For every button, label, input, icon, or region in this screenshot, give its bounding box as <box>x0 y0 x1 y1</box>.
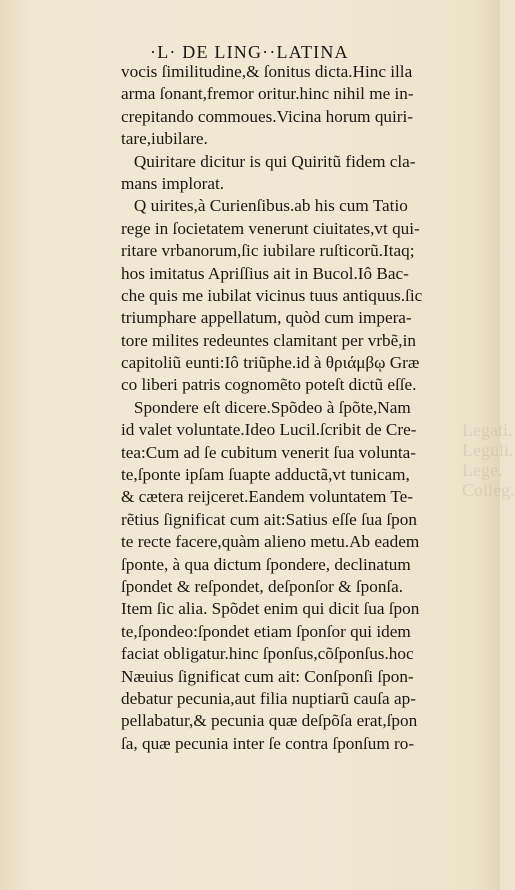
text-line: vocis ſimilitudine,& ſonitus dicta.Hinc illa <box>121 62 413 81</box>
text-line: triumphare appellatum, quòd cum impera- <box>121 308 412 328</box>
text-line: rẽtius ſignificat cum ait:Satius eſſe ſua ſpon <box>121 509 417 529</box>
text-line: tore milites redeuntes clamitant per vrbẽ,in <box>121 330 416 350</box>
text-line: rege in ſocietatem venerunt ciuitates,vt qui- <box>121 218 420 238</box>
bleed-through-text: Legati. Leguli. Lege. Colleg. <box>462 420 515 500</box>
text-line: mans implorat. <box>121 173 225 193</box>
text-line: capitoliũ eunti:Iô triũphe.id à θριάμβῳ Græ <box>121 353 420 373</box>
text-line: te,ſpondeo:ſpondet etiam ſponſor qui idem <box>121 621 411 641</box>
text-line: tare,iubilare. <box>121 129 208 149</box>
text-line: ſponte, à qua dictum ſpondere, declinatum <box>121 554 411 574</box>
text-line: Q uirites,à Curienſibus.ab his cum Tatio <box>121 196 408 216</box>
text-line: debatur pecunia,aut filia nuptiarũ cauſa ap- <box>121 688 416 708</box>
text-line: faciat obligatur.hinc ſponſus,cõſponſus.hoc <box>121 644 414 664</box>
text-line: & cætera reijceret.Eandem voluntatem Te- <box>121 487 413 507</box>
text-line: ſpondet & reſpondet, deſponſor & ſponſa. <box>121 576 404 596</box>
text-line: Quiritare dicitur is qui Quiritũ fidem cla- <box>121 151 416 171</box>
text-line: te,ſponte ipſam ſuapte adductã,vt tunicam, <box>121 465 410 485</box>
text-line: arma ſonant,fremor oritur.hinc nihil me in- <box>121 84 414 104</box>
body-text <box>121 61 483 755</box>
text-line: Spondere eſt dicere.Spõdeo à ſpõte,Nam <box>121 397 411 417</box>
text-line: id valet voluntate.Ideo Lucil.ſcribit de Cre- <box>121 420 417 440</box>
text-line: pellabatur,& pecunia quæ deſpõſa erat,ſpon <box>121 711 418 731</box>
text-line: Item ſic alia. Spõdet enim qui dicit ſua ſpon <box>121 599 420 619</box>
text-line: tea:Cum ad ſe cubitum venerit ſua volunta- <box>121 442 416 462</box>
text-line: che quis me iubilat vicinus tuus antiquus.ſic <box>121 285 423 305</box>
text-line: Næuius ſignificat cum ait: Conſponſi ſpon- <box>121 666 414 686</box>
running-head: ·L· DE LING··LATINA <box>150 42 349 62</box>
text-line: ſa, quæ pecunia inter ſe contra ſponſum ro- <box>121 733 415 753</box>
text-line: co liberi patris cognomẽto poteſt dictũ eſſe. <box>121 375 417 395</box>
text-line: crepitando commoues.Vicina horum quiri- <box>121 106 414 126</box>
text-line: hos imitatus Apriſſius ait in Bucol.Iô Bac- <box>121 263 409 283</box>
text-line: ritare vrbanorum,ſic iubilare ruſticorũ.Itaq; <box>121 241 415 261</box>
text-line: te recte facere,quàm alieno metu.Ab eadem <box>121 532 420 552</box>
